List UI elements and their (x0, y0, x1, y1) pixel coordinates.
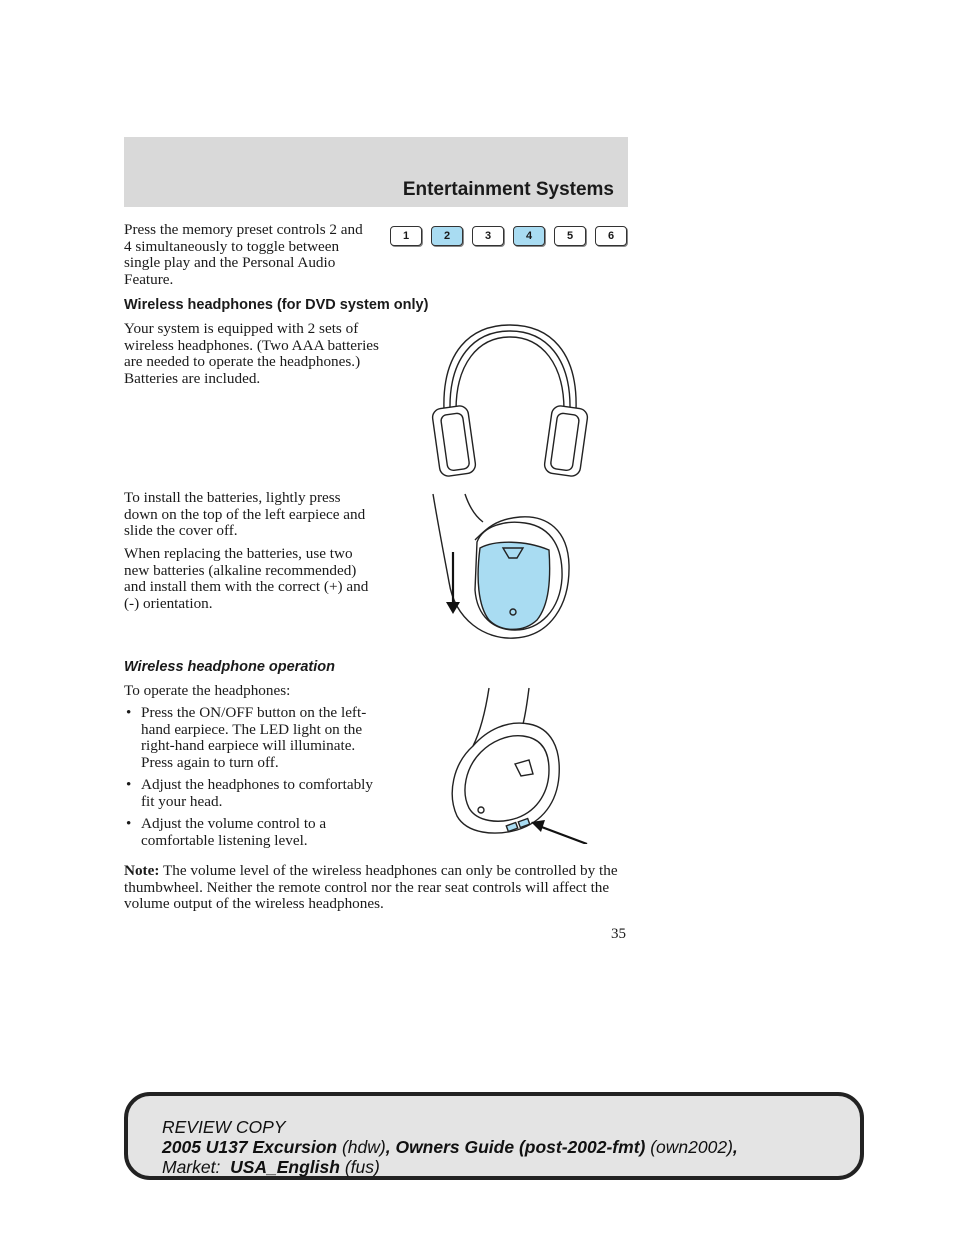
earpiece-power-button-illustration (445, 684, 595, 844)
page-number: 35 (611, 926, 626, 942)
section-header-band (124, 137, 628, 207)
preset-button-1: 1 (390, 226, 422, 246)
operation-bullet-list (124, 705, 382, 855)
preset-button-2: 2 (431, 226, 463, 246)
headphones-illustration (430, 322, 590, 480)
headphones-section-title: Wireless headphones (for DVD system only) (124, 297, 429, 313)
replace-batteries-paragraph: When replacing the batteries, use two new batteries (alkaline recommended) and install them with the correct (+) and (-) orientation. (124, 545, 369, 612)
footer-separator: , (732, 1137, 738, 1157)
note-text: The volume level of the wireless headphones can only be controlled by the thumbwheel. Neither the remote control nor the rear seat controls will affect the volume output of the wireless headphones. (124, 862, 618, 912)
install-batteries-paragraph: To install the batteries, lightly press down on the top of the left earpiece and slide the cover off. (124, 489, 366, 539)
preset-buttons-illustration (390, 226, 636, 246)
footer-market-code: (fus) (339, 1157, 380, 1177)
footer-guide-code: (own2002) (645, 1137, 733, 1157)
note-label: Note: (124, 862, 160, 879)
footer-model-code: (hdw) (337, 1137, 386, 1157)
footer-line-2 (162, 1137, 738, 1157)
footer-line-3 (162, 1157, 738, 1177)
footer-guide: , Owners Guide (post-2002-fmt) (385, 1137, 646, 1157)
headphones-paragraph: Your system is equipped with 2 sets of wireless headphones. (Two AAA batteries are needed to operate the headphones.) Batteries are included. (124, 320, 379, 387)
operation-section-title: Wireless headphone operation (124, 659, 335, 675)
preset-button-4: 4 (513, 226, 545, 246)
down-arrow-icon (446, 552, 460, 614)
list-item: • Adjust the volume control to a comfortable listening level. (124, 816, 382, 849)
preset-intro-text: Press the memory preset controls 2 and 4 simultaneously to toggle between single play and the Personal Audio Feature. (124, 221, 363, 288)
footer-text-block (162, 1117, 738, 1177)
operation-intro: To operate the headphones: (124, 682, 291, 699)
list-item: • Press the ON/OFF button on the left-hand earpiece. The LED light on the right-hand earpiece will illuminate. Press again to turn off. (124, 705, 382, 771)
preset-button-6: 6 (595, 226, 627, 246)
footer-model: 2005 U137 Excursion (162, 1137, 338, 1157)
footer-market: USA_English (230, 1157, 340, 1177)
section-title: Entertainment Systems (402, 179, 614, 200)
footer-review-copy: REVIEW COPY (162, 1117, 286, 1137)
footer-market-label: Market: (162, 1157, 231, 1177)
pointer-arrow-icon (531, 820, 587, 844)
preset-button-5: 5 (554, 226, 586, 246)
earpiece-battery-cover-illustration (425, 490, 575, 642)
preset-button-3: 3 (472, 226, 504, 246)
list-item: • Adjust the headphones to comfortably fit your head. (124, 777, 382, 810)
note-paragraph (124, 863, 624, 913)
